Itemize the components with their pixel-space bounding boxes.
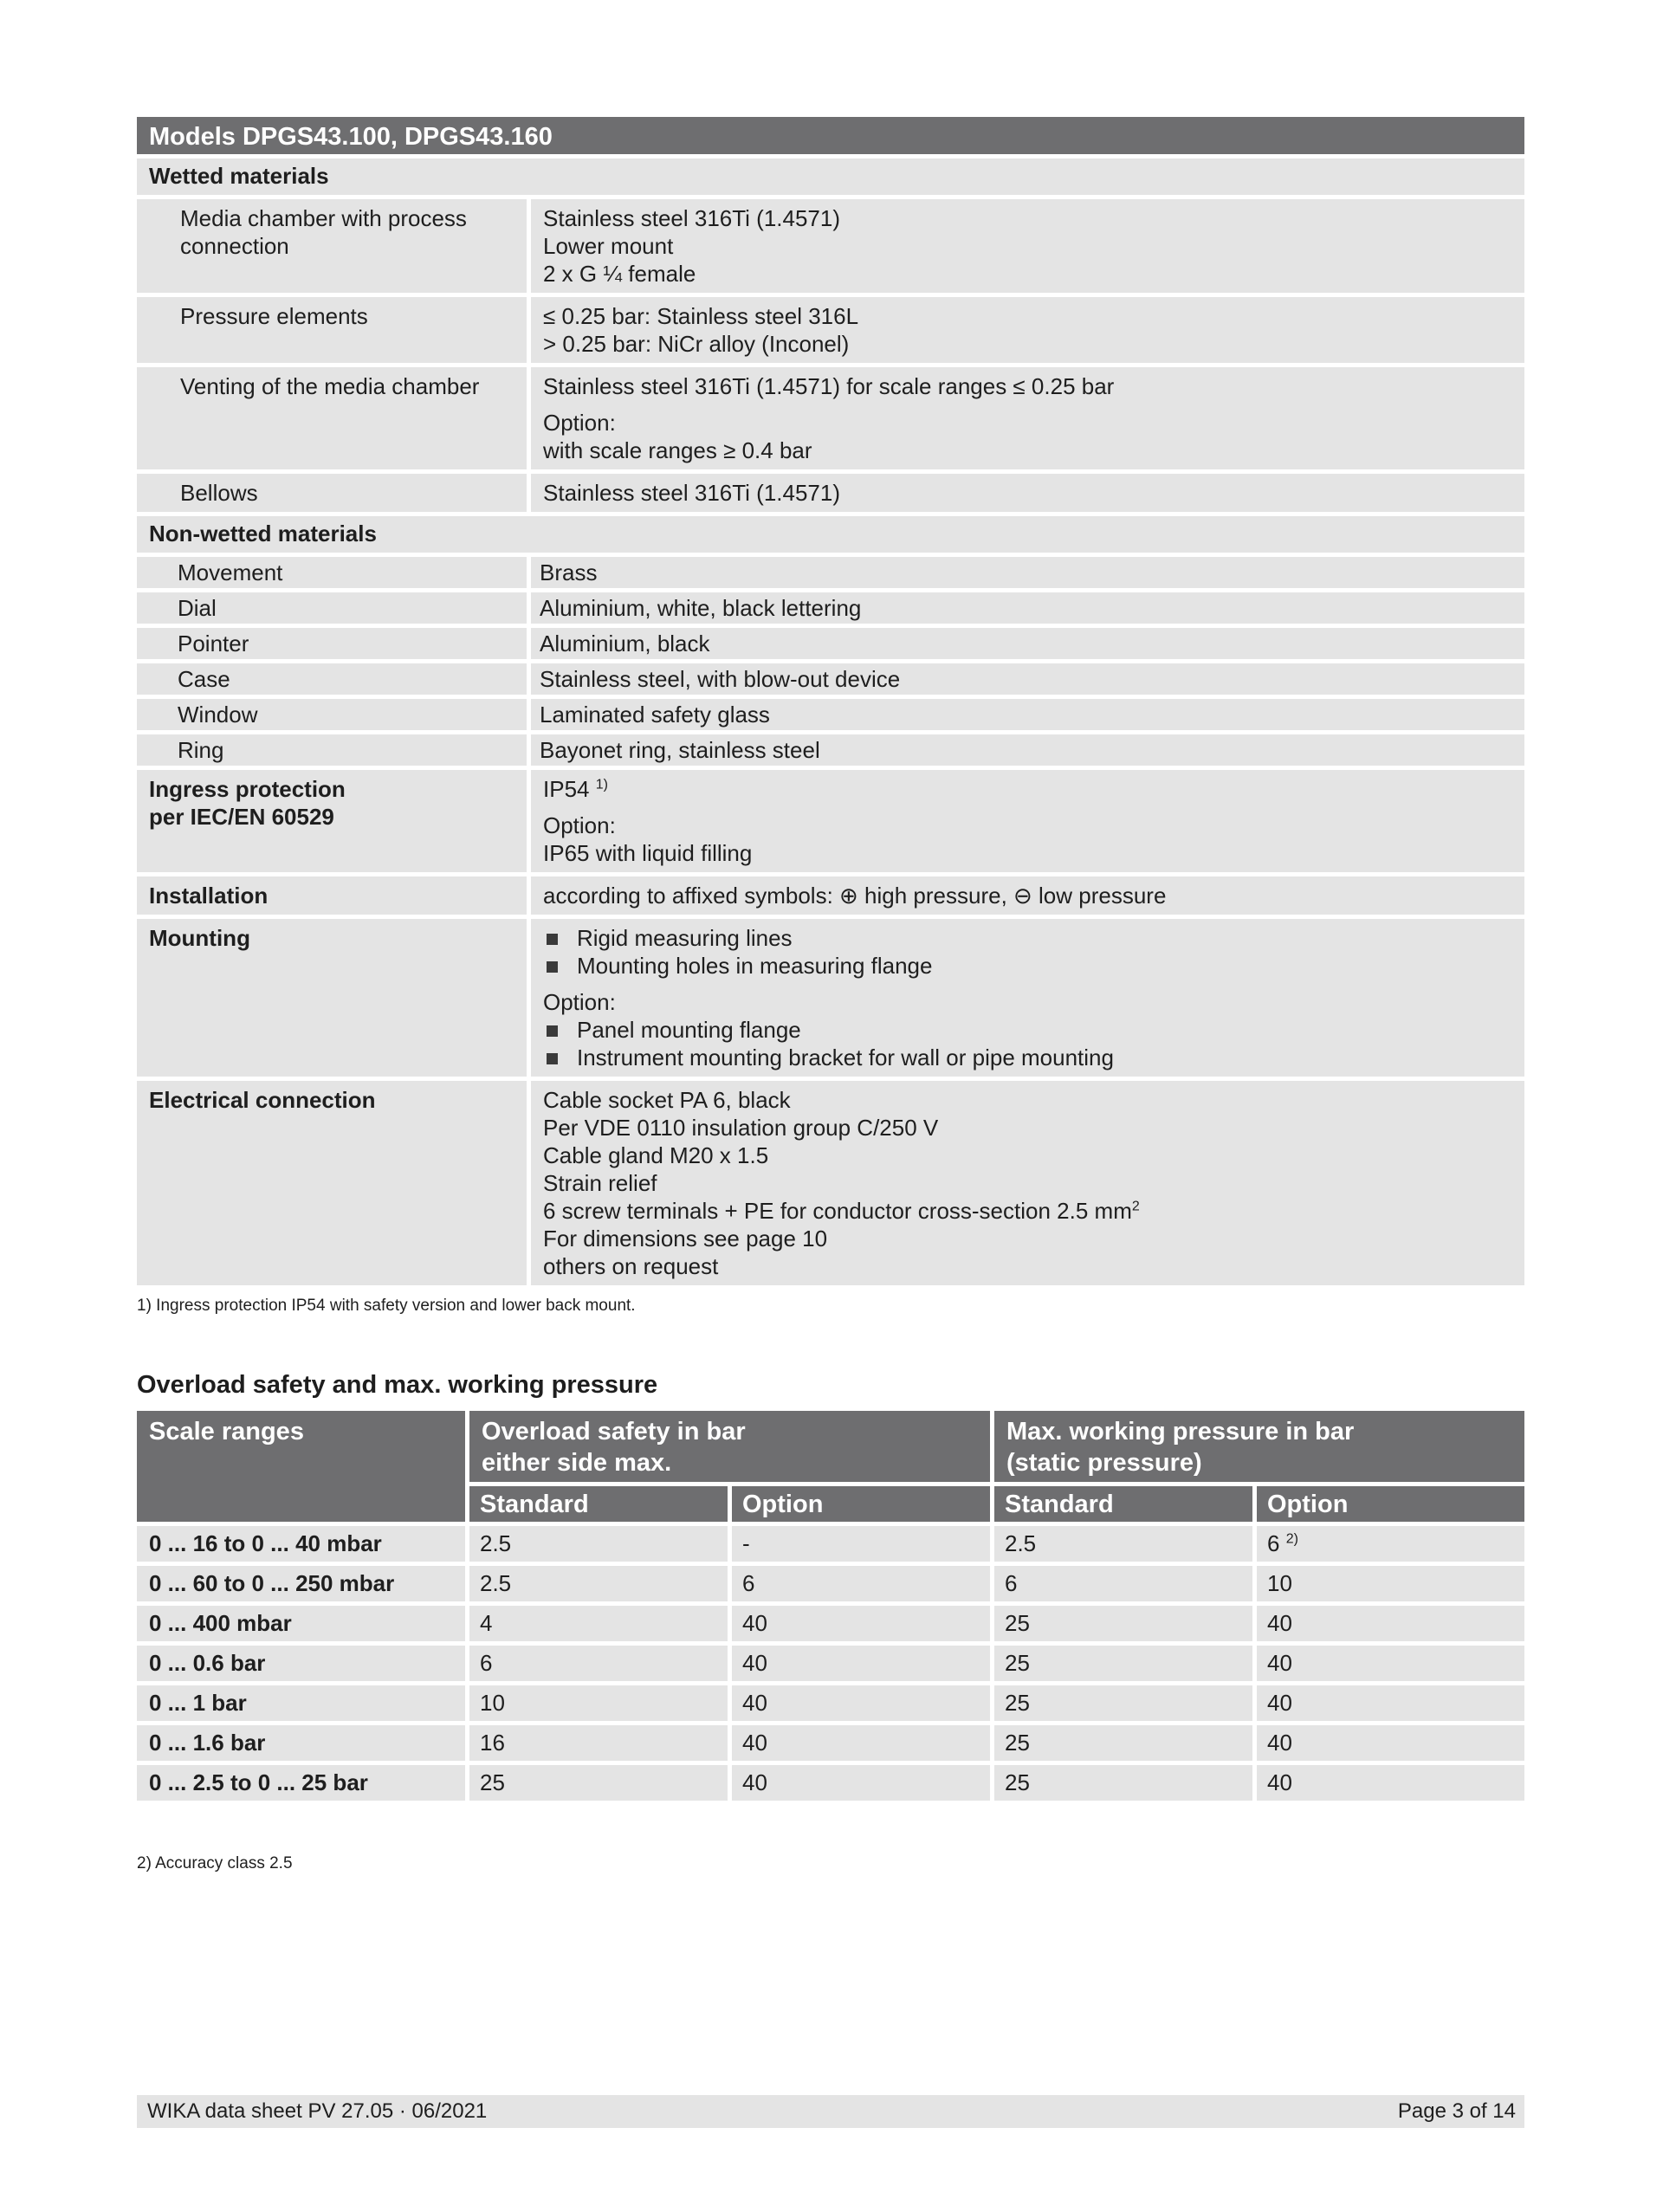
pressure-elements-value (531, 297, 1524, 367)
electrical-connection-label: Electrical connection (137, 1081, 531, 1290)
table-row (137, 770, 1524, 876)
material-value: Laminated safety glass (531, 699, 1524, 734)
table-row (137, 628, 1524, 663)
material-value: Stainless steel, with blow-out device (531, 663, 1524, 699)
electrical-line: Cable gland M20 x 1.5 (543, 1142, 769, 1168)
table-row (137, 699, 1524, 734)
working-standard-cell: 25 (994, 1725, 1257, 1765)
spec-table (137, 117, 1524, 1290)
mounting-value (531, 919, 1524, 1081)
bellows-label: Bellows (137, 474, 531, 516)
overload-option-cell: 40 (732, 1765, 994, 1805)
bellows-value: Stainless steel 316Ti (1.4571) (531, 474, 1524, 516)
media-chamber-line: Stainless steel 316Ti (1.4571) (543, 205, 841, 231)
electrical-line: others on request (543, 1253, 719, 1279)
ingress-label-line: Ingress protection (149, 776, 346, 802)
unit-exponent: 2 (1131, 1199, 1140, 1214)
mounting-label: Mounting (137, 919, 531, 1081)
list-item: Mounting holes in measuring flange (543, 952, 1514, 980)
overload-safety-header: Overload safety in bar either side max. (469, 1411, 994, 1486)
subheader-option: Option (1257, 1486, 1524, 1526)
mounting-option-label: Option: (543, 989, 616, 1015)
material-value: Aluminium, black (531, 628, 1524, 663)
section-row-wetted (137, 158, 1524, 199)
venting-option-value: with scale ranges ≥ 0.4 bar (543, 437, 812, 463)
list-item: Panel mounting flange (543, 1016, 1514, 1044)
overload-option-cell: 40 (732, 1606, 994, 1646)
working-standard-cell: 25 (994, 1685, 1257, 1725)
table-row (137, 592, 1524, 628)
electrical-line: Cable socket PA 6, black (543, 1087, 791, 1113)
overload-standard-cell: 2.5 (469, 1526, 732, 1566)
table-row (137, 1081, 1524, 1290)
bullet-square-icon (547, 961, 558, 973)
bullet-square-icon (547, 1025, 558, 1037)
overload-option-cell: 40 (732, 1646, 994, 1685)
electrical-line: For dimensions see page 10 (543, 1226, 828, 1252)
table-row (137, 557, 1524, 592)
working-option-cell: 40 (1257, 1725, 1524, 1765)
footnote-ref: 2) (1285, 1531, 1298, 1547)
pressure-elements-line: ≤ 0.25 bar: Stainless steel 316L (543, 303, 859, 329)
table-row (137, 663, 1524, 699)
ingress-option-value: IP65 with liquid filling (543, 840, 753, 866)
scale-range-cell: 0 ... 1.6 bar (137, 1725, 469, 1765)
list-item: Rigid measuring lines (543, 924, 1514, 952)
working-standard-cell: 25 (994, 1646, 1257, 1685)
overload-standard-cell: 10 (469, 1685, 732, 1725)
overload-option-cell: 40 (732, 1685, 994, 1725)
footnote-2: 2) Accuracy class 2.5 (137, 1854, 293, 1872)
overload-standard-cell: 6 (469, 1646, 732, 1685)
working-option-cell: 40 (1257, 1685, 1524, 1725)
list-item: Instrument mounting bracket for wall or pipe mounting (543, 1044, 1514, 1071)
venting-option-label: Option: (543, 410, 616, 436)
ingress-value: IP54 (543, 776, 590, 802)
table-row (137, 1646, 1524, 1685)
overload-option-cell: - (732, 1526, 994, 1566)
overload-standard-cell: 16 (469, 1725, 732, 1765)
table-row (137, 876, 1524, 919)
working-option-cell: 40 (1257, 1646, 1524, 1685)
ingress-protection-value (531, 770, 1524, 876)
table-row (137, 1685, 1524, 1725)
venting-value (531, 367, 1524, 474)
media-chamber-line: 2 x G ¼ female (543, 261, 696, 287)
subheader-standard: Standard (994, 1486, 1257, 1526)
table-row (137, 1765, 1524, 1805)
scale-range-cell: 0 ... 16 to 0 ... 40 mbar (137, 1526, 469, 1566)
venting-line: Stainless steel 316Ti (1.4571) for scale ranges ≤ 0.25 bar (543, 373, 1115, 399)
working-standard-cell: 25 (994, 1765, 1257, 1805)
material-label: Window (137, 699, 531, 734)
overload-standard-cell: 25 (469, 1765, 732, 1805)
installation-label: Installation (137, 876, 531, 919)
ingress-label-line: per IEC/EN 60529 (149, 804, 334, 830)
footnote-ref: 1) (595, 777, 608, 792)
table-row (137, 1526, 1524, 1566)
electrical-line: Strain relief (543, 1170, 657, 1196)
overload-standard-cell: 4 (469, 1606, 732, 1646)
material-label: Pointer (137, 628, 531, 663)
scale-range-cell: 0 ... 2.5 to 0 ... 25 bar (137, 1765, 469, 1805)
working-option-cell: 40 (1257, 1606, 1524, 1646)
table-row (137, 367, 1524, 474)
overload-section-heading: Overload safety and max. working pressure (137, 1371, 658, 1399)
footnote-1: 1) Ingress protection IP54 with safety version and lower back mount. (137, 1297, 636, 1315)
working-standard-cell: 2.5 (994, 1526, 1257, 1566)
bullet-square-icon (547, 1053, 558, 1064)
table-row (137, 919, 1524, 1081)
scale-range-cell: 0 ... 0.6 bar (137, 1646, 469, 1685)
working-option-cell: 6 $^{2)}$ (1257, 1526, 1524, 1566)
overload-table-wrapper (137, 1411, 1524, 1805)
table-row (137, 1606, 1524, 1646)
overload-standard-cell: 2.5 (469, 1566, 732, 1606)
spec-table-title: Models DPGS43.100, DPGS43.160 (137, 117, 1524, 158)
non-wetted-materials-heading: Non-wetted materials (137, 516, 1524, 557)
media-chamber-label: Media chamber with process connection (137, 199, 531, 297)
ingress-protection-label (137, 770, 531, 876)
pressure-elements-label: Pressure elements (137, 297, 531, 367)
subheader-standard: Standard (469, 1486, 732, 1526)
wetted-materials-heading: Wetted materials (137, 158, 1524, 199)
working-standard-cell: 6 (994, 1566, 1257, 1606)
overload-option-cell: 6 (732, 1566, 994, 1606)
section-row-non-wetted (137, 516, 1524, 557)
scale-range-cell: 0 ... 60 to 0 ... 250 mbar (137, 1566, 469, 1606)
overload-table (137, 1411, 1524, 1805)
models-spec-table (137, 117, 1524, 1290)
installation-value: according to affixed symbols: ⊕ high pressure, ⊖ low pressure (531, 876, 1524, 919)
footer-doc-reference: WIKA data sheet PV 27.05 · 06/2021 (147, 2099, 488, 2123)
footer-page-number: Page 3 of 14 (1397, 2099, 1516, 2123)
electrical-connection-value (531, 1081, 1524, 1290)
scale-range-cell: 0 ... 400 mbar (137, 1606, 469, 1646)
material-label: Movement (137, 557, 531, 592)
media-chamber-line: Lower mount (543, 233, 674, 259)
working-pressure-header: Max. working pressure in bar (static pressure) (994, 1411, 1524, 1486)
table-row (137, 199, 1524, 297)
overload-table-body (137, 1526, 1524, 1805)
working-option-cell: 10 (1257, 1566, 1524, 1606)
spec-table-header (137, 117, 1524, 158)
electrical-line: Per VDE 0110 insulation group C/250 V (543, 1115, 939, 1141)
table-row (137, 474, 1524, 516)
working-option-cell: 40 (1257, 1765, 1524, 1805)
material-value: Bayonet ring, stainless steel (531, 734, 1524, 770)
scale-range-cell: 0 ... 1 bar (137, 1685, 469, 1725)
pressure-elements-line: > 0.25 bar: NiCr alloy (Inconel) (543, 331, 850, 357)
table-row (137, 734, 1524, 770)
bullet-square-icon (547, 934, 558, 945)
venting-label: Venting of the media chamber (137, 367, 531, 474)
material-label: Dial (137, 592, 531, 628)
overload-option-cell: 40 (732, 1725, 994, 1765)
page-footer (137, 2095, 1524, 2128)
subheader-option: Option (732, 1486, 994, 1526)
material-value: Brass (531, 557, 1524, 592)
overload-table-header (137, 1411, 1524, 1486)
table-row (137, 1725, 1524, 1765)
electrical-line: 6 screw terminals + PE for conductor cross-section 2.5 $mm^2$ (543, 1198, 1140, 1224)
scale-ranges-header: Scale ranges (137, 1411, 469, 1526)
ingress-option-label: Option: (543, 812, 616, 838)
media-chamber-value (531, 199, 1524, 297)
table-row (137, 1566, 1524, 1606)
material-label: Ring (137, 734, 531, 770)
working-standard-cell: 25 (994, 1606, 1257, 1646)
material-value: Aluminium, white, black lettering (531, 592, 1524, 628)
table-row (137, 297, 1524, 367)
material-label: Case (137, 663, 531, 699)
